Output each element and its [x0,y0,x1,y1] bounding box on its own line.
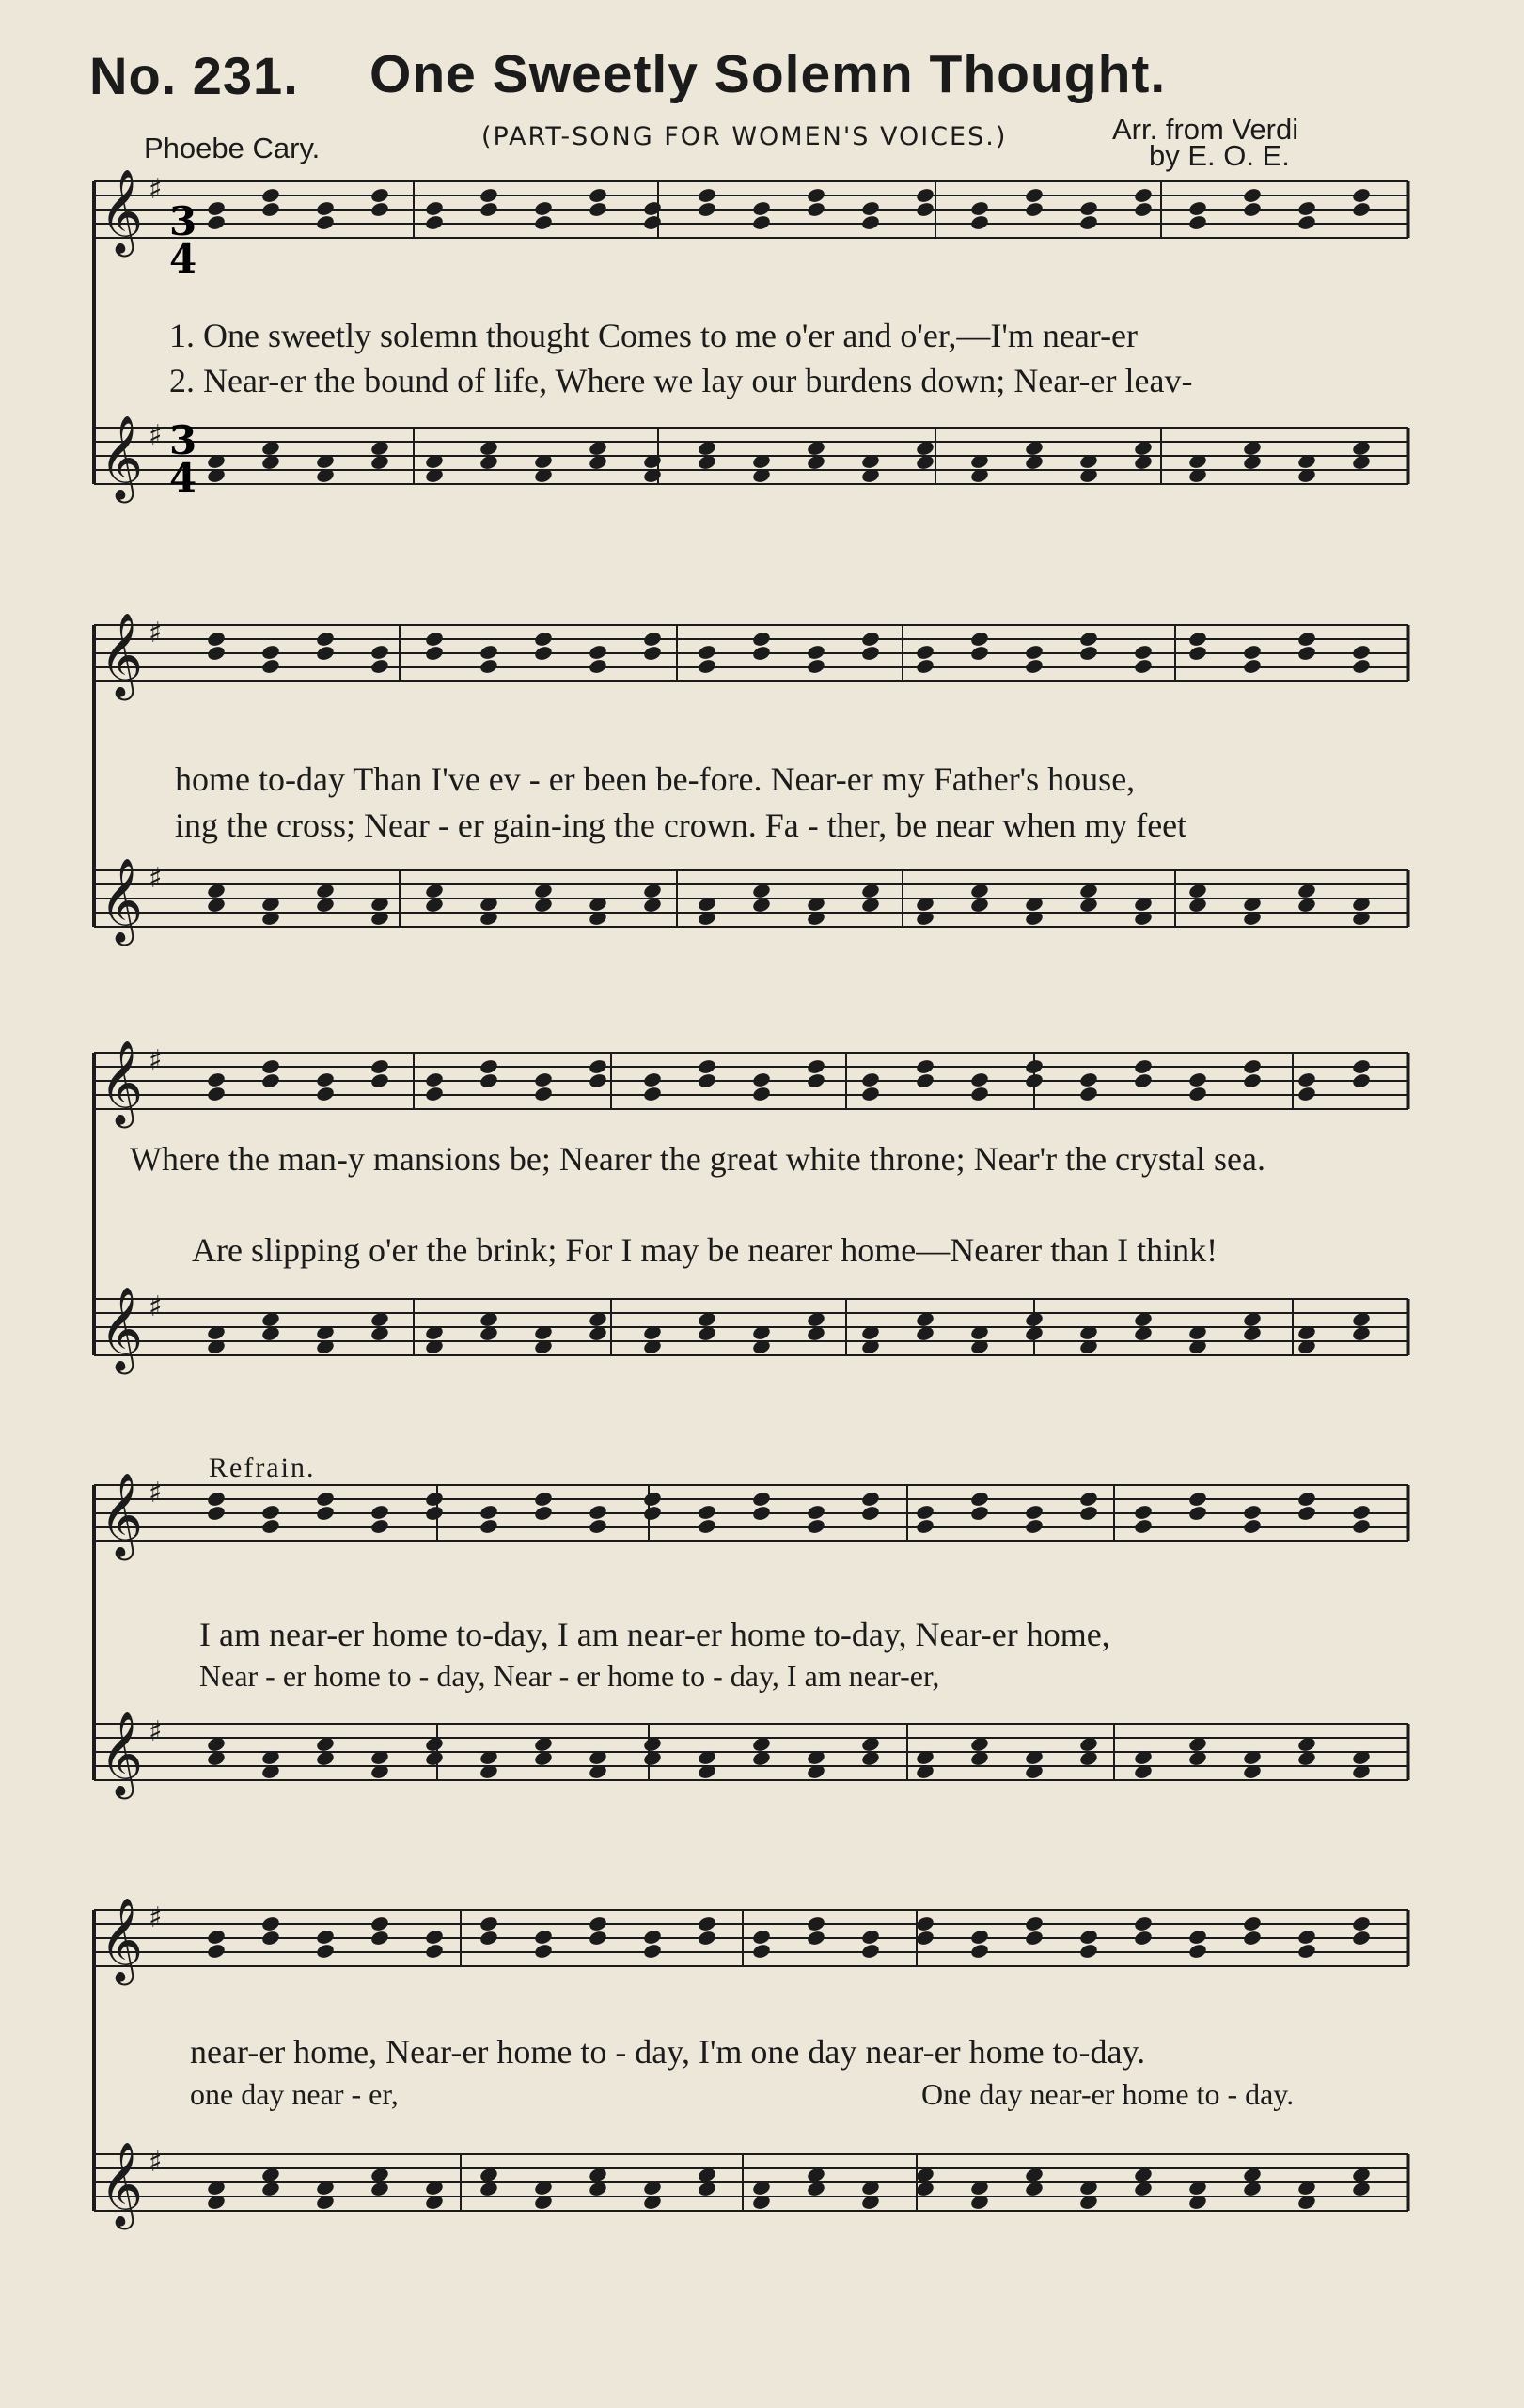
time-signature-top-lower: 3 [169,417,197,463]
treble-clef-icon: 𝄞 [100,1473,144,1557]
note-head [1078,1086,1098,1102]
sharp-icon: ♯ [149,419,163,452]
note-head [806,201,825,218]
note-head [1187,1929,1207,1946]
note-head [1133,658,1153,675]
note-head [1133,1930,1153,1947]
note-head [1187,1505,1207,1522]
note-head [751,645,771,662]
note-head [260,644,280,661]
note-head [1242,1915,1262,1932]
note-head [969,1943,989,1960]
note-head [479,644,498,661]
note-head [260,1518,280,1535]
note-head [1133,187,1153,204]
note-head [860,1086,880,1102]
note-head [260,1915,280,1932]
note-head [1351,658,1371,675]
note-head [969,1491,989,1508]
note-head [315,1505,335,1522]
sharp-icon: ♯ [149,862,163,895]
note-head [424,631,444,648]
treble-clef-icon: 𝄞 [100,415,144,500]
note-head [315,1071,335,1088]
note-head [424,1505,444,1522]
note-head [642,1491,662,1508]
note-head [1133,1058,1153,1075]
note-head [369,201,389,218]
lyrics-s5-lower-a: one day near - er, [190,2077,399,2111]
note-head [369,1930,389,1947]
note-head [260,658,280,675]
note-head [642,200,662,217]
note-head [206,1505,226,1522]
note-head [806,644,825,661]
sharp-icon: ♯ [149,617,163,649]
note-head [806,1915,825,1932]
note-head [1351,1915,1371,1932]
note-head [1187,200,1207,217]
note-head [751,1071,771,1088]
lyrics-s5-lower-b: One day near-er home to - day. [921,2077,1295,2111]
note-head [1351,644,1371,661]
note-head [1351,1518,1371,1535]
note-head [1078,214,1098,231]
note-head [260,1072,280,1089]
note-head [424,200,444,217]
note-head [206,214,226,231]
note-head [860,214,880,231]
note-head [369,1504,389,1521]
note-head [1242,1930,1262,1947]
note-head [479,1504,498,1521]
note-head [479,1930,498,1947]
note-head [588,1504,607,1521]
note-head [697,201,716,218]
note-head [751,631,771,648]
note-head [315,214,335,231]
note-head [1078,1071,1098,1088]
note-head [969,1071,989,1088]
note-head [533,631,553,648]
note-head [260,201,280,218]
note-head [697,1072,716,1089]
note-head [588,1072,607,1089]
treble-clef-icon: 𝄞 [100,1040,144,1125]
note-head [315,1086,335,1102]
arranger-credit-line1: Arr. from Verdi [1112,113,1299,146]
note-head [479,658,498,675]
treble-clef-icon: 𝄞 [100,858,144,943]
time-signature-bottom: 4 [169,236,197,282]
note-head [206,631,226,648]
treble-clef-icon: 𝄞 [100,2142,144,2227]
note-head [751,1086,771,1102]
note-head [533,200,553,217]
note-head [642,214,662,231]
note-head [860,1071,880,1088]
note-head [588,644,607,661]
note-head [1024,1504,1044,1521]
note-head [969,1929,989,1946]
sharp-icon: ♯ [149,1290,163,1323]
note-head [1187,631,1207,648]
lyrics-s4-upper: I am near-er home to-day, I am near-er home to-day, Near-er home, [199,1616,1110,1653]
note-head [479,1058,498,1075]
sharp-icon: ♯ [149,1477,163,1509]
treble-clef-icon: 𝄞 [100,1712,144,1796]
note-head [1351,187,1371,204]
note-head [206,645,226,662]
note-head [915,187,935,204]
note-head [1024,1930,1044,1947]
note-head [1187,645,1207,662]
note-head [1351,1504,1371,1521]
note-heads [206,187,1371,2211]
note-head [1187,1086,1207,1102]
note-head [1024,1072,1044,1089]
note-head [588,658,607,675]
note-head [1242,201,1262,218]
note-head [751,1929,771,1946]
note-head [642,1086,662,1102]
note-head [1187,1491,1207,1508]
note-head [697,644,716,661]
note-head [369,187,389,204]
note-head [369,1072,389,1089]
note-head [1024,201,1044,218]
note-head [533,1505,553,1522]
note-head [588,1930,607,1947]
note-head [369,1915,389,1932]
note-head [1242,1072,1262,1089]
note-head [969,631,989,648]
note-head [315,1929,335,1946]
note-head [915,658,935,675]
lyrics-s1-verse2: 2. Near-er the bound of life, Where we lay our burdens down; Near-er leav- [169,362,1193,399]
lyrics-s2-verse2: ing the cross; Near - er gain-ing the crown. Fa - ther, be near when my feet [175,806,1187,844]
note-head [1024,1518,1044,1535]
note-head [1242,1518,1262,1535]
note-head [751,200,771,217]
note-head [424,1929,444,1946]
note-head [315,200,335,217]
note-head [1351,1058,1371,1075]
note-head [1133,201,1153,218]
note-head [1078,200,1098,217]
note-head [1242,1058,1262,1075]
lyrics-s4-lower: Near - er home to - day, Near - er home to - day, I am near-er, [199,1659,940,1693]
note-head [533,1071,553,1088]
note-head [697,187,716,204]
note-head [642,1505,662,1522]
note-head [642,1943,662,1960]
note-head [424,1071,444,1088]
note-head [206,200,226,217]
note-head [588,1058,607,1075]
note-head [1187,1943,1207,1960]
note-head [1133,644,1153,661]
note-head [806,187,825,204]
note-head [969,1086,989,1102]
note-head [1078,645,1098,662]
note-head [915,1072,935,1089]
note-head [969,645,989,662]
note-head [806,1930,825,1947]
time-signature-bottom-lower: 4 [169,455,197,501]
note-head [1296,1943,1316,1960]
note-head [1078,1929,1098,1946]
note-head [479,1915,498,1932]
note-head [1133,1072,1153,1089]
note-head [1187,214,1207,231]
note-head [424,1086,444,1102]
treble-clef-icon: 𝄞 [100,1287,144,1371]
note-head [697,1915,716,1932]
note-head [1078,1505,1098,1522]
note-head [915,1504,935,1521]
note-head [369,644,389,661]
note-head [206,1491,226,1508]
note-head [260,1058,280,1075]
sharp-icon: ♯ [149,1044,163,1077]
note-head [860,631,880,648]
note-head [1024,1058,1044,1075]
note-head [206,1929,226,1946]
time-signature-top: 3 [169,198,197,244]
lyrics-s5-upper: near-er home, Near-er home to - day, I'm one day near-er home to-day. [190,2033,1146,2071]
note-head [479,1072,498,1089]
note-head [206,1943,226,1960]
note-head [806,658,825,675]
note-head [369,1058,389,1075]
note-head [533,645,553,662]
treble-clef-icon: 𝄞 [100,169,144,254]
note-head [751,1943,771,1960]
note-head [1296,200,1316,217]
note-head [588,1915,607,1932]
note-head [1296,1505,1316,1522]
note-head [1024,187,1044,204]
note-head [1296,631,1316,648]
note-head [369,1518,389,1535]
note-head [1351,1072,1371,1089]
note-head [1242,187,1262,204]
note-head [915,1058,935,1075]
note-head [697,1930,716,1947]
note-head [969,214,989,231]
lyrics-s3-verse2: Are slipping o'er the brink; For I may be nearer home—Nearer than I think! [192,1231,1218,1269]
note-head [533,1929,553,1946]
note-head [369,658,389,675]
treble-clef-icon: 𝄞 [100,1898,144,1982]
note-head [860,1929,880,1946]
note-head [1296,214,1316,231]
note-head [424,1943,444,1960]
lyrics-s2-verse1: home to-day Than I've ev - er been be-fore. Near-er my Father's house, [175,760,1136,798]
note-head [806,1504,825,1521]
note-head [806,1058,825,1075]
note-head [260,187,280,204]
note-head [1133,1518,1153,1535]
sharp-icon: ♯ [149,1715,163,1748]
note-head [1351,1930,1371,1947]
note-head [1242,1504,1262,1521]
note-head [1078,631,1098,648]
refrain-label: Refrain. [209,1452,316,1483]
note-head [1296,1491,1316,1508]
note-head [1133,1504,1153,1521]
note-head [1078,1491,1098,1508]
sharp-icon: ♯ [149,2146,163,2179]
note-head [315,645,335,662]
note-head [806,1518,825,1535]
note-head [1024,1915,1044,1932]
note-head [751,1491,771,1508]
note-head [642,645,662,662]
note-head [642,1071,662,1088]
note-head [260,1930,280,1947]
note-head [751,214,771,231]
note-head [424,645,444,662]
note-head [315,631,335,648]
treble-clef-icon: 𝄞 [100,613,144,697]
note-head [533,1943,553,1960]
sharp-icon: ♯ [149,173,163,206]
note-head [1078,1943,1098,1960]
note-head [642,631,662,648]
note-head [206,1086,226,1102]
note-head [1351,201,1371,218]
note-head [697,1518,716,1535]
lyrics-s1-verse1: 1. One sweetly solemn thought Comes to me o'er and o'er,—I'm near-er [169,317,1139,354]
note-head [533,1086,553,1102]
note-head [860,1943,880,1960]
note-head [1242,658,1262,675]
note-head [915,1518,935,1535]
note-head [315,1943,335,1960]
note-head [1296,1086,1316,1102]
staff-lines [94,169,1408,2230]
hymn-number: No. 231. [89,46,299,105]
note-head [1024,658,1044,675]
note-head [915,201,935,218]
hymn-title: One Sweetly Solemn Thought. [369,44,1167,104]
note-head [1296,645,1316,662]
note-head [860,645,880,662]
note-head [1242,644,1262,661]
note-head [697,658,716,675]
author-credit: Phoebe Cary. [144,132,321,164]
note-head [1187,1071,1207,1088]
note-head [260,1504,280,1521]
note-head [969,1505,989,1522]
note-head [697,1058,716,1075]
note-head [1296,1071,1316,1088]
note-head [479,1518,498,1535]
note-head [424,214,444,231]
note-head [806,1072,825,1089]
note-head [588,187,607,204]
note-head [424,1491,444,1508]
note-head [315,1491,335,1508]
note-head [479,201,498,218]
note-head [206,1071,226,1088]
arranger-credit-line2: by E. O. E. [1149,139,1290,172]
note-head [969,200,989,217]
note-head [588,201,607,218]
note-head [533,214,553,231]
note-head [533,1491,553,1508]
note-head [697,1504,716,1521]
note-head [915,1915,935,1932]
note-head [1296,1929,1316,1946]
note-head [1024,644,1044,661]
note-head [479,187,498,204]
subtitle: (PART-SONG FOR WOMEN'S VOICES.) [481,122,1008,151]
note-head [642,1929,662,1946]
note-head [915,1930,935,1947]
note-head [588,1518,607,1535]
sharp-icon: ♯ [149,1901,163,1934]
note-head [915,644,935,661]
note-head [860,1491,880,1508]
lyrics-s3-verse1: Where the man-y mansions be; Nearer the great white throne; Near'r the crystal sea. [130,1140,1265,1178]
note-head [751,1505,771,1522]
note-head [860,200,880,217]
note-head [1133,1915,1153,1932]
note-head [860,1505,880,1522]
